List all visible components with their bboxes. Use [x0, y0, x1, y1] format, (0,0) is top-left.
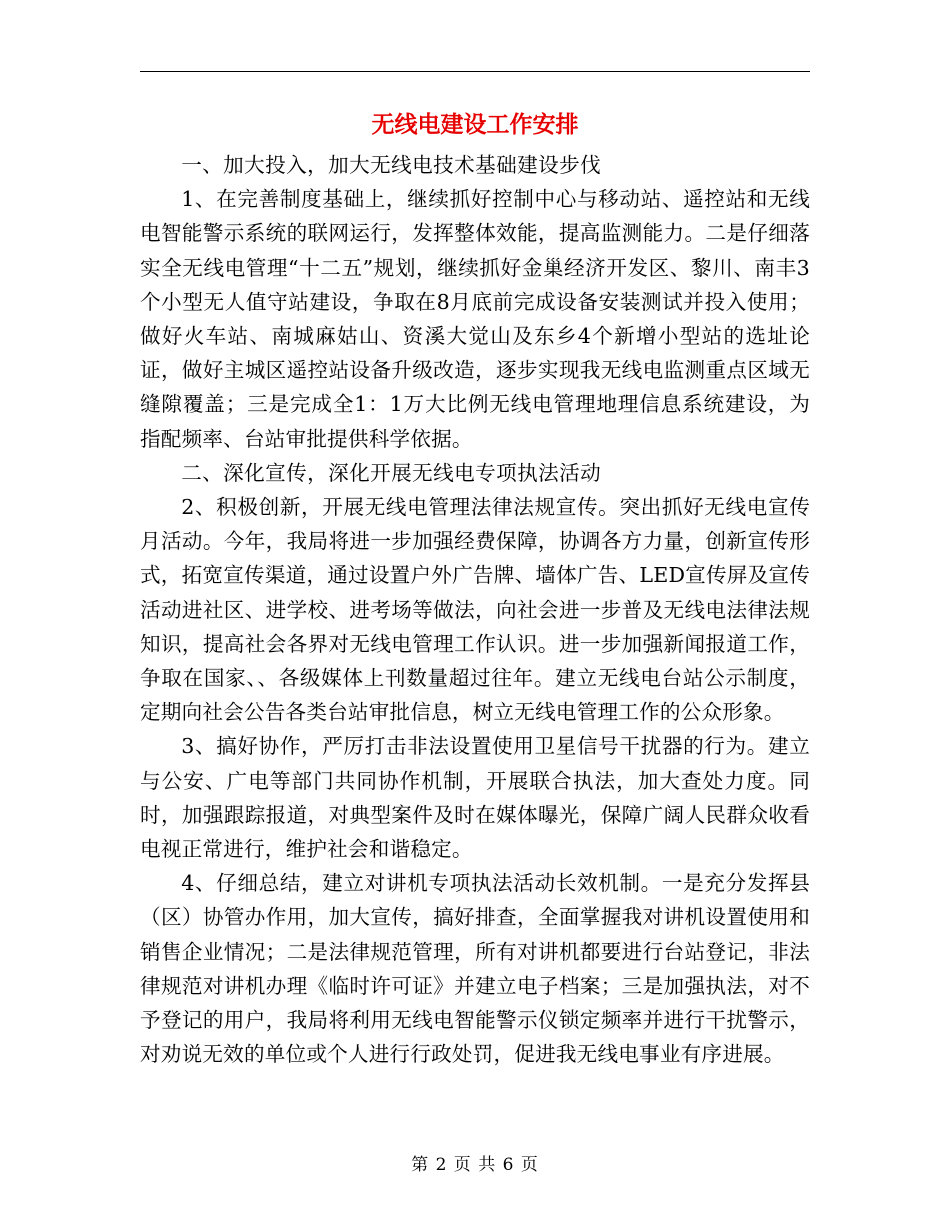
document-body	[140, 148, 810, 1071]
section-heading-2: 二、深化宣传，深化开展无线电专项执法活动	[181, 460, 602, 485]
body-paragraph-4: 4、仔细总结，建立对讲机专项执法活动长效机制。一是充分发挥县（区）协管办作用，加大宣传，搞好排查，全面掌握我对讲机设置使用和销售企业情况；二是法律规范管理，所有对讲机都要进行台站登记，非法律规范对讲机办理《临时许可证》并建立电子档案；三是加强执法，对不予登记的用户，我局将利用无线电智能警示仪锁定频率并进行干扰警示，对劝说无效的单位或个人进行行政处罚，促进我无线电事业有序进展。	[140, 871, 810, 1067]
section-heading-1: 一、加大投入，加大无线电技术基础建设步伐	[181, 153, 602, 177]
body-paragraph-3: 3、搞好协作，严厉打击非法设置使用卫星信号干扰器的行为。建立与公安、广电等部门共同协作机制，开展联合执法，加大查处力度。同时，加强跟踪报道，对典型案件及时在媒体曝光，保障广阔人民群众收看电视正常进行，维护社会和谐稳定。	[140, 734, 810, 862]
header-rule	[140, 71, 810, 72]
body-paragraph-1: 1、在完善制度基础上，继续抓好控制中心与移动站、遥控站和无线电智能警示系统的联网运行，发挥整体效能，提高监测能力。二是仔细落实全无线电管理“十二五”规划，继续抓好金巢经济开发区、黎川、南丰3个小型无人值守站建设，争取在8月底前完成设备安装测试并投入使用；做好火车站、南城麻姑山、资溪大觉山及东乡4个新增小型站的选址论证，做好主城区遥控站设备升级改造，逐步实现我无线电监测重点区域无缝隙覆盖；三是完成全1：1万大比例无线电管理地理信息系统建设，为指配频率、台站审批提供科学依据。	[140, 187, 810, 451]
body-paragraph-2: 2、积极创新，开展无线电管理法律法规宣传。突出抓好无线电宣传月活动。今年，我局将进一步加强经费保障，协调各方力量，创新宣传形式，拓宽宣传渠道，通过设置户外广告牌、墙体广告、LED宣传屏及宣传活动进社区、进学校、进考场等做法，向社会进一步普及无线电法律法规知识，提高社会各界对无线电管理工作认识。进一步加强新闻报道工作，争取在国家、、各级媒体上刊数量超过往年。建立无线电台站公示制度，定期向社会公告各类台站审批信息，树立无线电管理工作的公众形象。	[140, 495, 810, 725]
page-number: 第 2 页 共 6 页	[411, 1155, 539, 1175]
document-title: 无线电建设工作安排	[371, 111, 579, 138]
